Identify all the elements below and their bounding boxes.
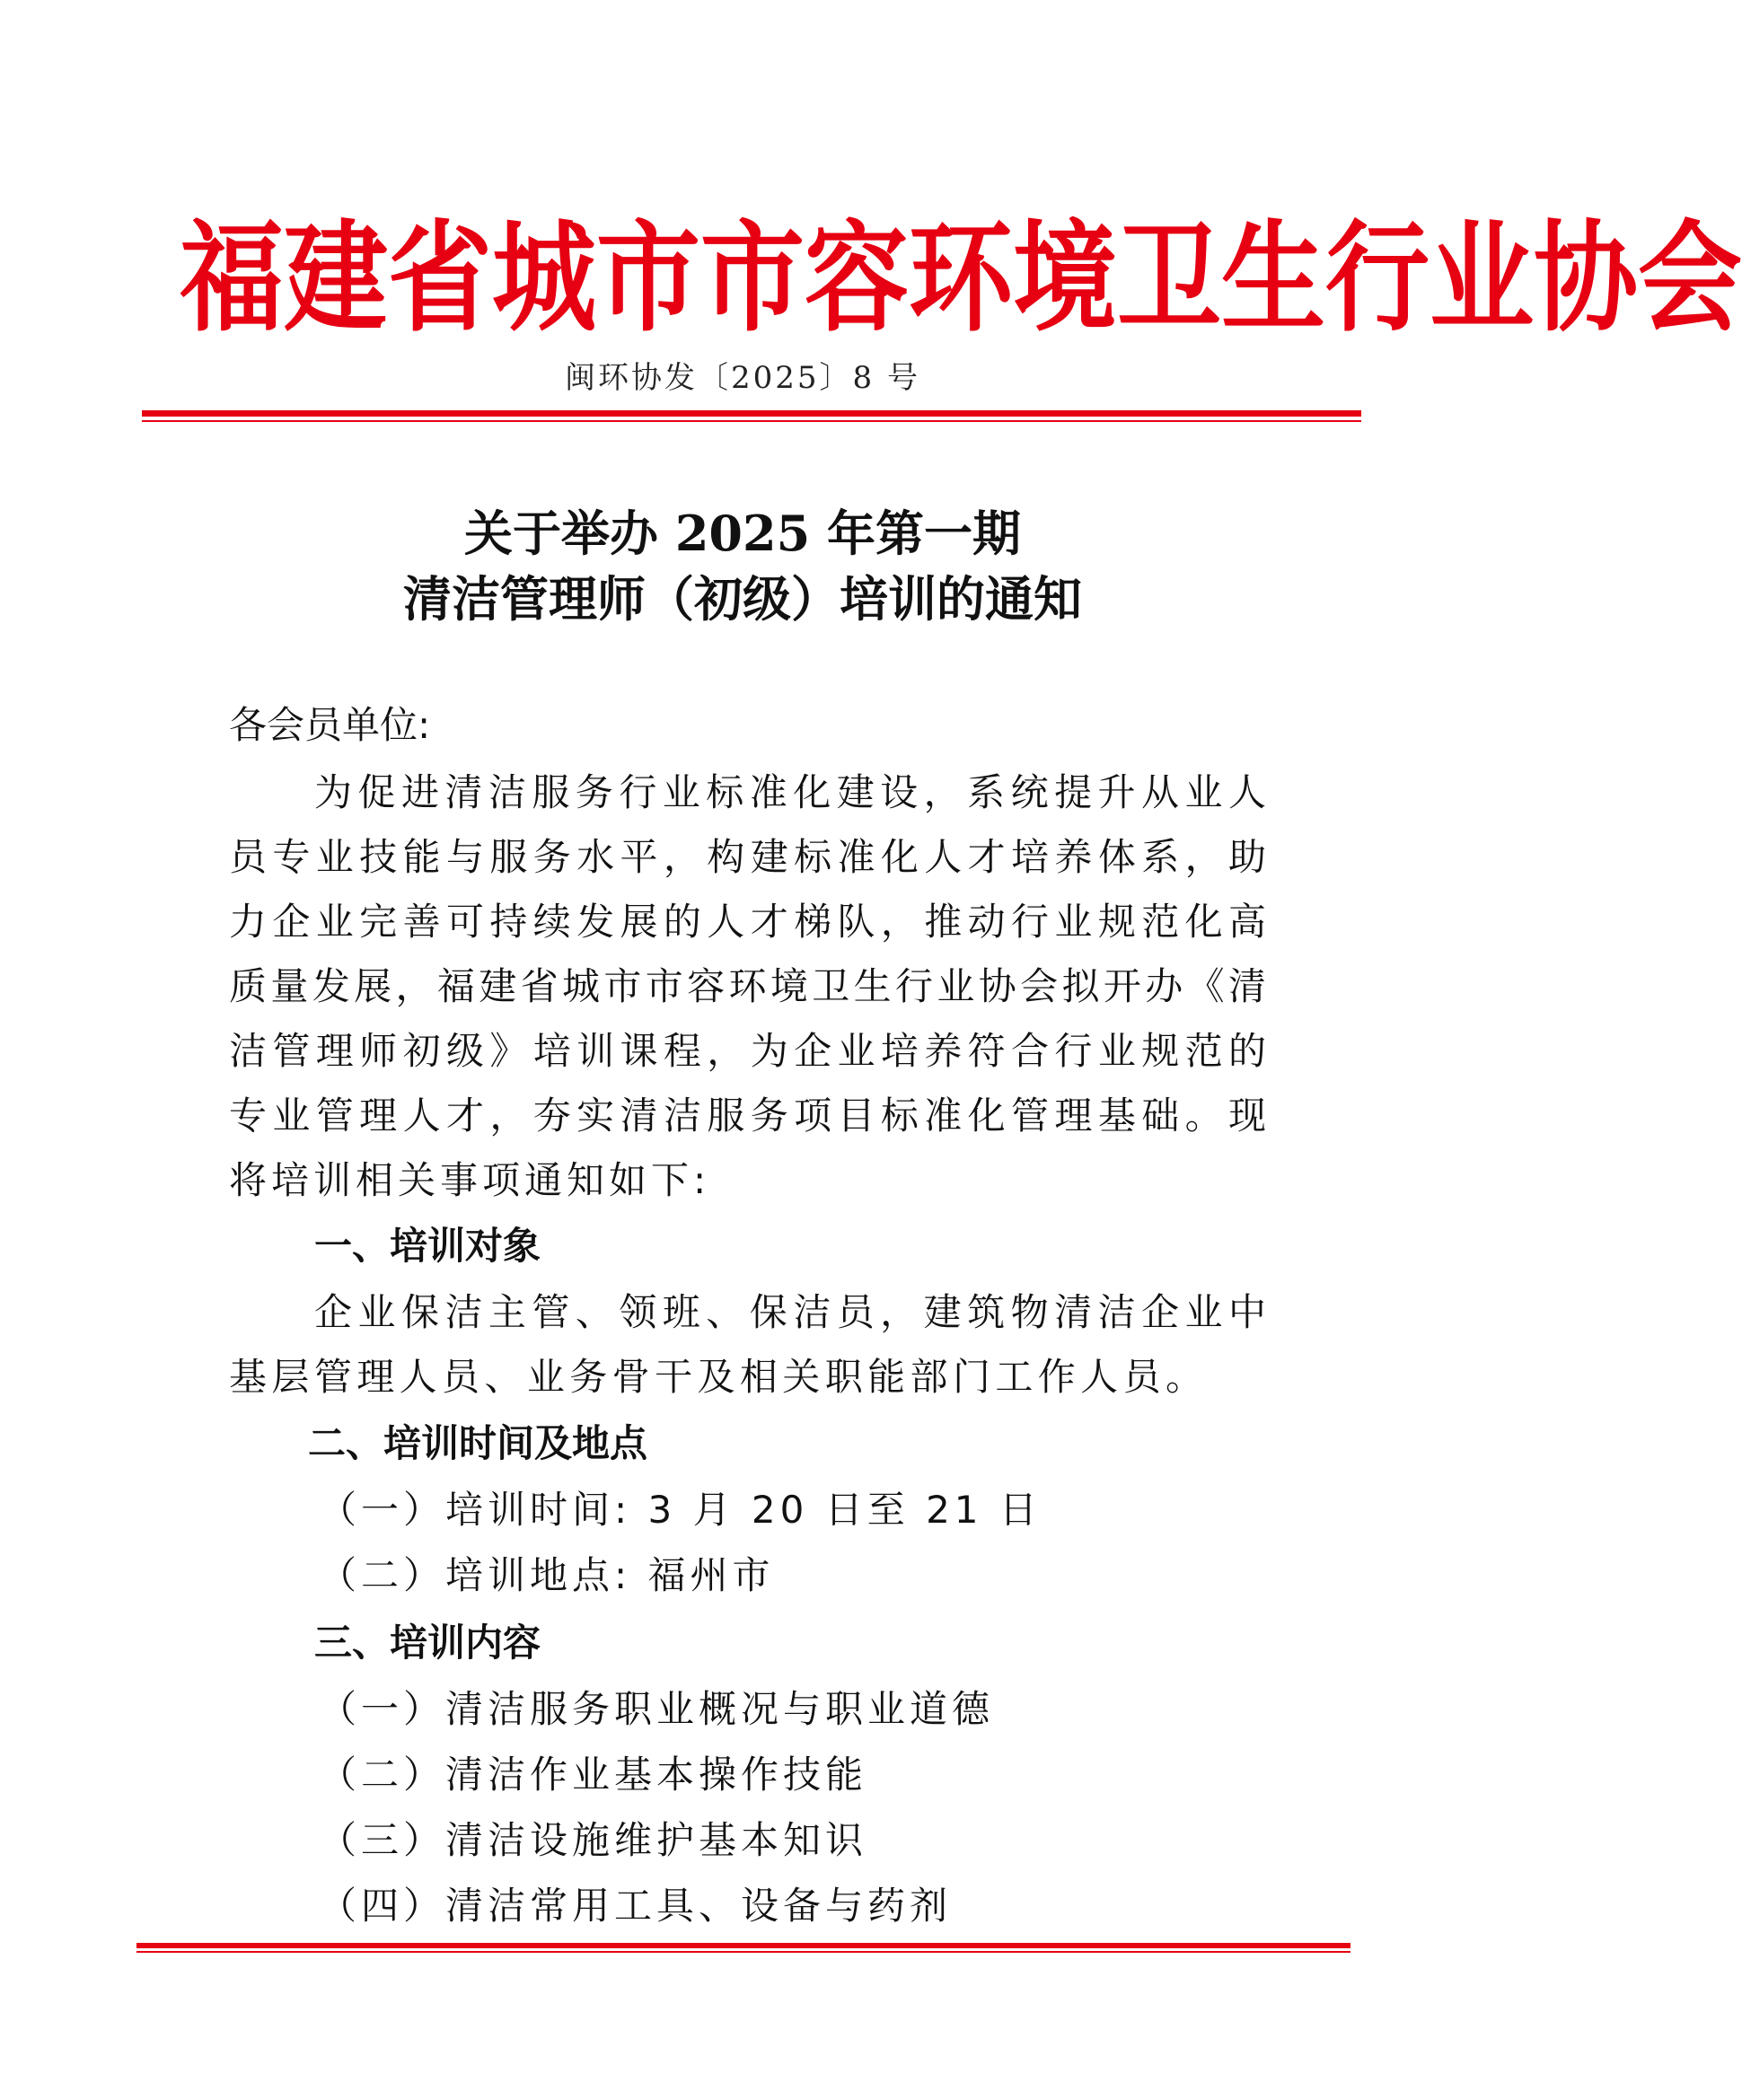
organization-header: 福建省城市市容环境卫生行业协会 bbox=[180, 207, 1742, 349]
document-number: 闽环协发〔2025〕8 号 bbox=[565, 360, 920, 396]
document-title-line-1: 关于举办 2025 年第一期 bbox=[464, 505, 1021, 562]
section3-item-3: （三）清洁设施维护基本知识 bbox=[319, 1818, 868, 1862]
intro-line-4: 质量发展，福建省城市市容环境卫生行业协会拟开办《清 bbox=[229, 964, 1266, 1008]
section3-item-4: （四）清洁常用工具、设备与药剂 bbox=[319, 1884, 953, 1928]
salutation: 各会员单位: bbox=[229, 703, 431, 747]
document-title-line-2: 清洁管理师（初级）培训的通知 bbox=[403, 570, 1082, 628]
section1-line-2: 基层管理人员、业务骨干及相关职能部门工作人员。 bbox=[229, 1355, 1203, 1399]
section3-item-1: （一）清洁服务职业概况与职业道德 bbox=[319, 1687, 995, 1731]
section1-line-1: 企业保洁主管、领班、保洁员，建筑物清洁企业中 bbox=[314, 1290, 1266, 1334]
footer-red-rule-thick bbox=[136, 1943, 1350, 1948]
intro-line-3: 力企业完善可持续发展的人才梯队，推动行业规范化高 bbox=[229, 900, 1266, 944]
header-red-rule-thin bbox=[142, 420, 1361, 422]
intro-line-2: 员专业技能与服务水平，构建标准化人才培养体系，助 bbox=[229, 835, 1266, 879]
intro-line-1: 为促进清洁服务行业标准化建设，系统提升从业人 bbox=[314, 770, 1266, 814]
section-heading-training-target: 一、培训对象 bbox=[314, 1224, 541, 1268]
section2-item-location: （二）培训地点: 福州市 bbox=[319, 1553, 775, 1597]
footer-red-rule-thin bbox=[136, 1951, 1350, 1953]
intro-line-7: 将培训相关事项通知如下: bbox=[229, 1158, 711, 1202]
header-red-rule-thick bbox=[142, 410, 1361, 417]
intro-line-5: 洁管理师初级》培训课程，为企业培养符合行业规范的 bbox=[229, 1029, 1266, 1073]
section-heading-time-location: 二、培训时间及地点 bbox=[308, 1421, 648, 1465]
section3-item-2: （二）清洁作业基本操作技能 bbox=[319, 1753, 868, 1797]
section2-item-time: （一）培训时间: 3 月 20 日至 21 日 bbox=[319, 1488, 1042, 1532]
intro-line-6: 专业管理人才，夯实清洁服务项目标准化管理基础。现 bbox=[229, 1094, 1266, 1138]
section-heading-training-content: 三、培训内容 bbox=[314, 1621, 541, 1665]
